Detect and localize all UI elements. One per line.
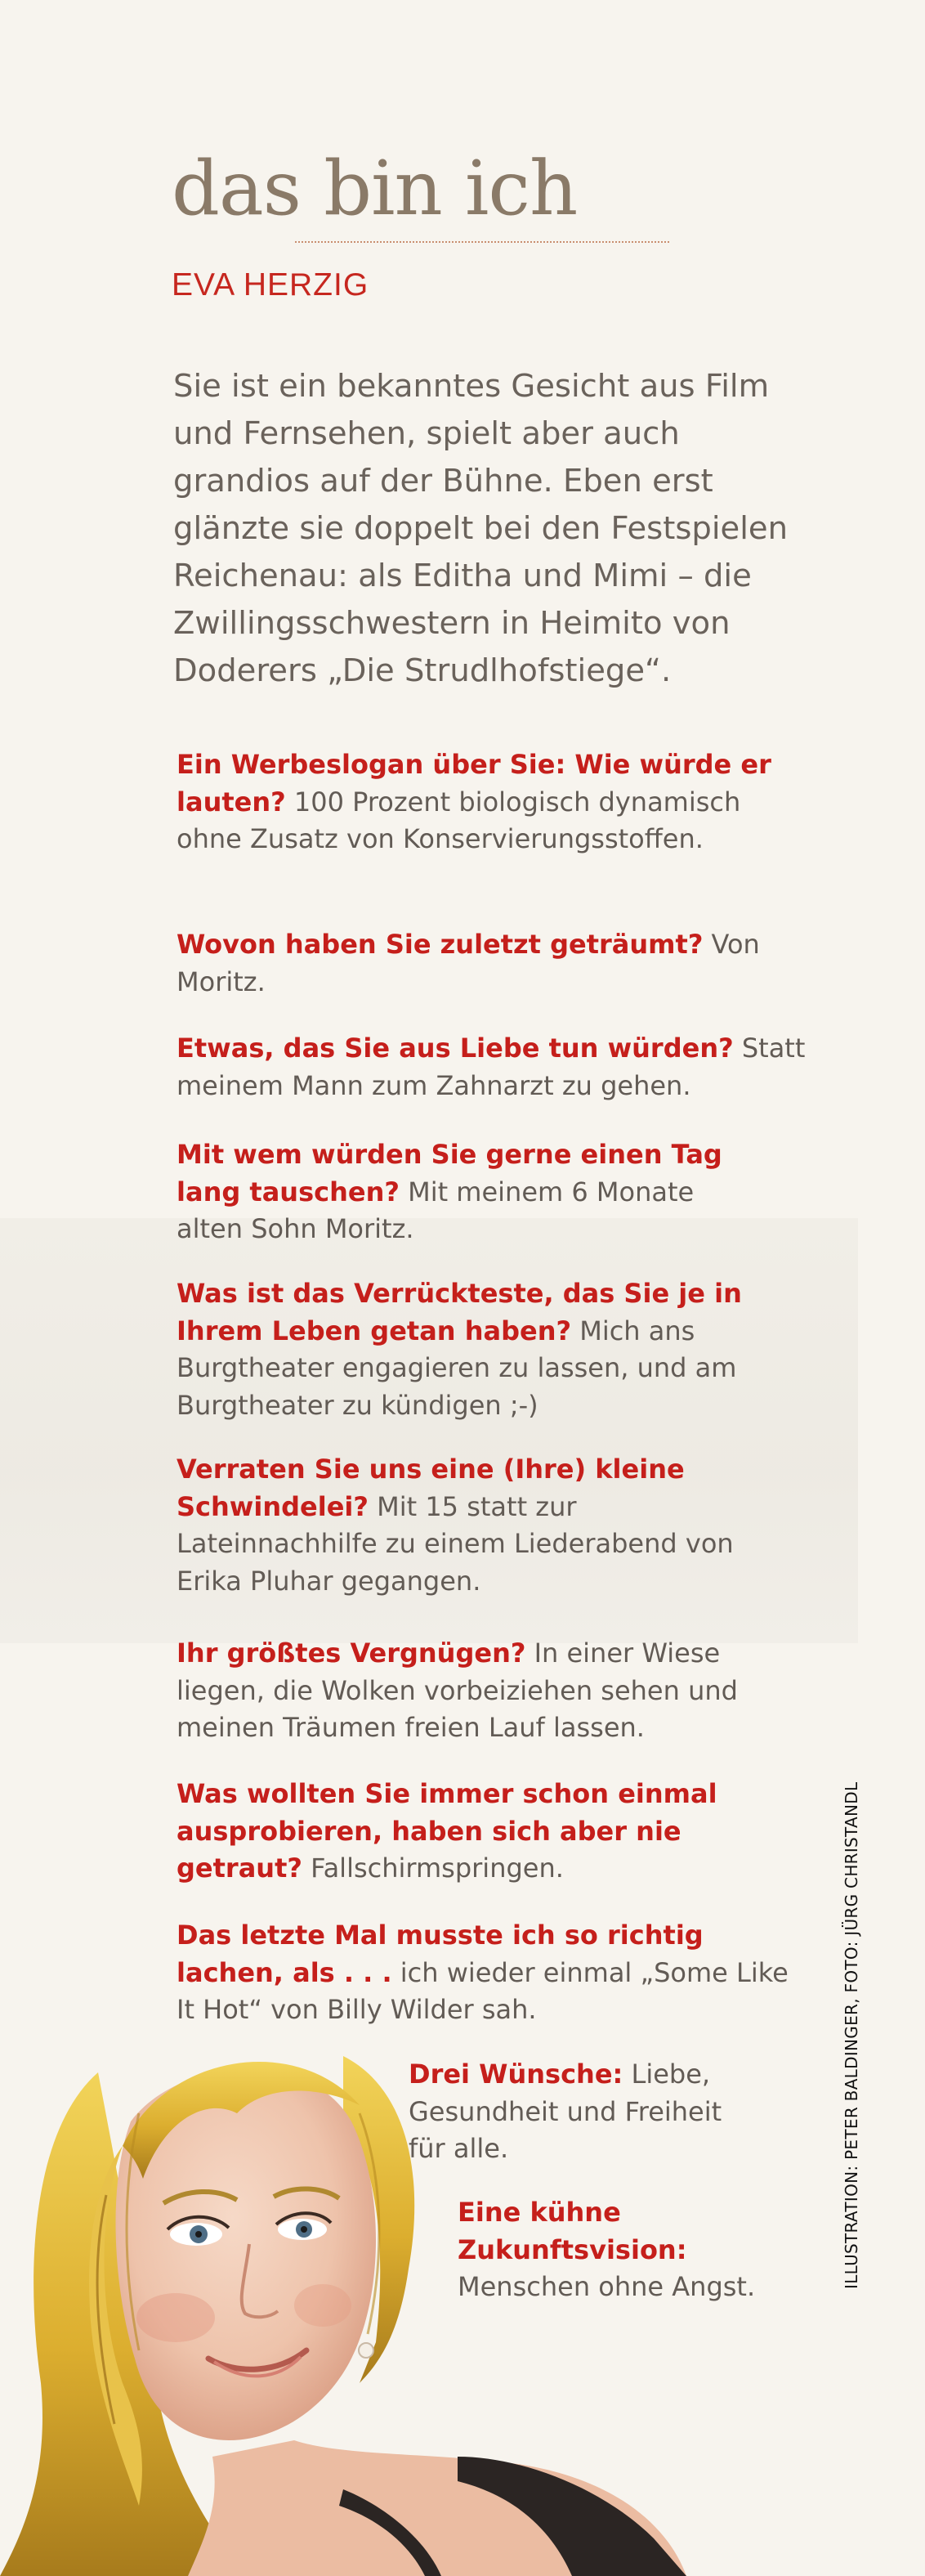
- question: Mit wem würden Sie gerne einen Tag lang tauschen?: [177, 1139, 722, 1207]
- qa-item: [177, 746, 781, 858]
- answer: 100 Prozent biologisch dynamisch ohne Zusatz von Konservierungsstoffen.: [177, 786, 741, 854]
- answer: Mit meinem 6 Monate alten Sohn Moritz.: [177, 1176, 695, 1244]
- answer: Menschen ohne Angst.: [458, 2271, 756, 2302]
- answer: Mit 15 statt zur Lateinnachhilfe zu einem Liederabend von Erika Pluhar gegangen.: [177, 1490, 734, 1597]
- answer: Von Moritz.: [177, 929, 760, 997]
- qa-item: [177, 1275, 830, 1424]
- question: Verraten Sie uns eine (Ihre) kleine Schwindelei?: [177, 1454, 685, 1522]
- question: Das letzte Mal musste ich so richtig lachen, als . . .: [177, 1920, 704, 1988]
- qa-item: [177, 1136, 748, 1248]
- image-credit: ILLUSTRATION: PETER BALDINGER, FOTO: JÜRG CHRISTANDL: [842, 1781, 861, 2289]
- qa-item: [177, 1776, 814, 1888]
- portrait-illustration: [0, 1999, 686, 2576]
- question: Ein Werbeslogan über Sie: Wie würde er lauten?: [177, 749, 771, 818]
- answer: Mich ans Burgtheater engagieren zu lassen, und am Burgtheater zu kündigen ;-): [177, 1315, 737, 1421]
- question: Ihr größtes Vergnügen?: [177, 1637, 526, 1669]
- person-name: EVA HERZIG: [172, 267, 369, 302]
- qa-item: [177, 1635, 798, 1747]
- qa-item: [177, 1451, 748, 1600]
- answer: ich wieder einmal „Some Like It Hot“ von Billy Wilder sah.: [177, 1956, 789, 2025]
- qa-item: [177, 926, 781, 1001]
- answer: Fallschirmspringen.: [311, 1852, 564, 1884]
- question: Eine kühne Zukunftsvision:: [458, 2197, 687, 2265]
- question: Drei Wünsche:: [409, 2059, 623, 2090]
- question: Was wollten Sie immer schon einmal ausprobieren, haben sich aber nie getraut?: [177, 1778, 717, 1884]
- intro-paragraph: Sie ist ein bekanntes Gesicht aus Film und Fernsehen, spielt aber auch grandios auf der Bühne. Eben erst glänzte sie doppelt bei den Festspielen Reichenau: als Editha und Mimi – die Zwillingsschwestern in Heimito von Doderers „Die Strudlhofstiege“.: [173, 368, 788, 689]
- answer: Statt meinem Mann zum Zahnarzt zu gehen.: [177, 1033, 806, 1101]
- qa-item: [177, 1030, 830, 1104]
- column-title: das bin ich: [172, 145, 578, 232]
- question: Was ist das Verrückteste, das Sie je in Ihrem Leben getan haben?: [177, 1278, 742, 1346]
- question: Etwas, das Sie aus Liebe tun würden?: [177, 1033, 734, 1064]
- column-header: [172, 145, 793, 303]
- answer: Liebe, Gesundheit und Freiheit für alle.: [409, 2059, 722, 2164]
- question: Wovon haben Sie zuletzt geträumt?: [177, 929, 704, 960]
- title-underline: [295, 241, 669, 243]
- answer: In einer Wiese liegen, die Wolken vorbeiziehen sehen und meinen Träumen freien Lauf lassen.: [177, 1637, 738, 1743]
